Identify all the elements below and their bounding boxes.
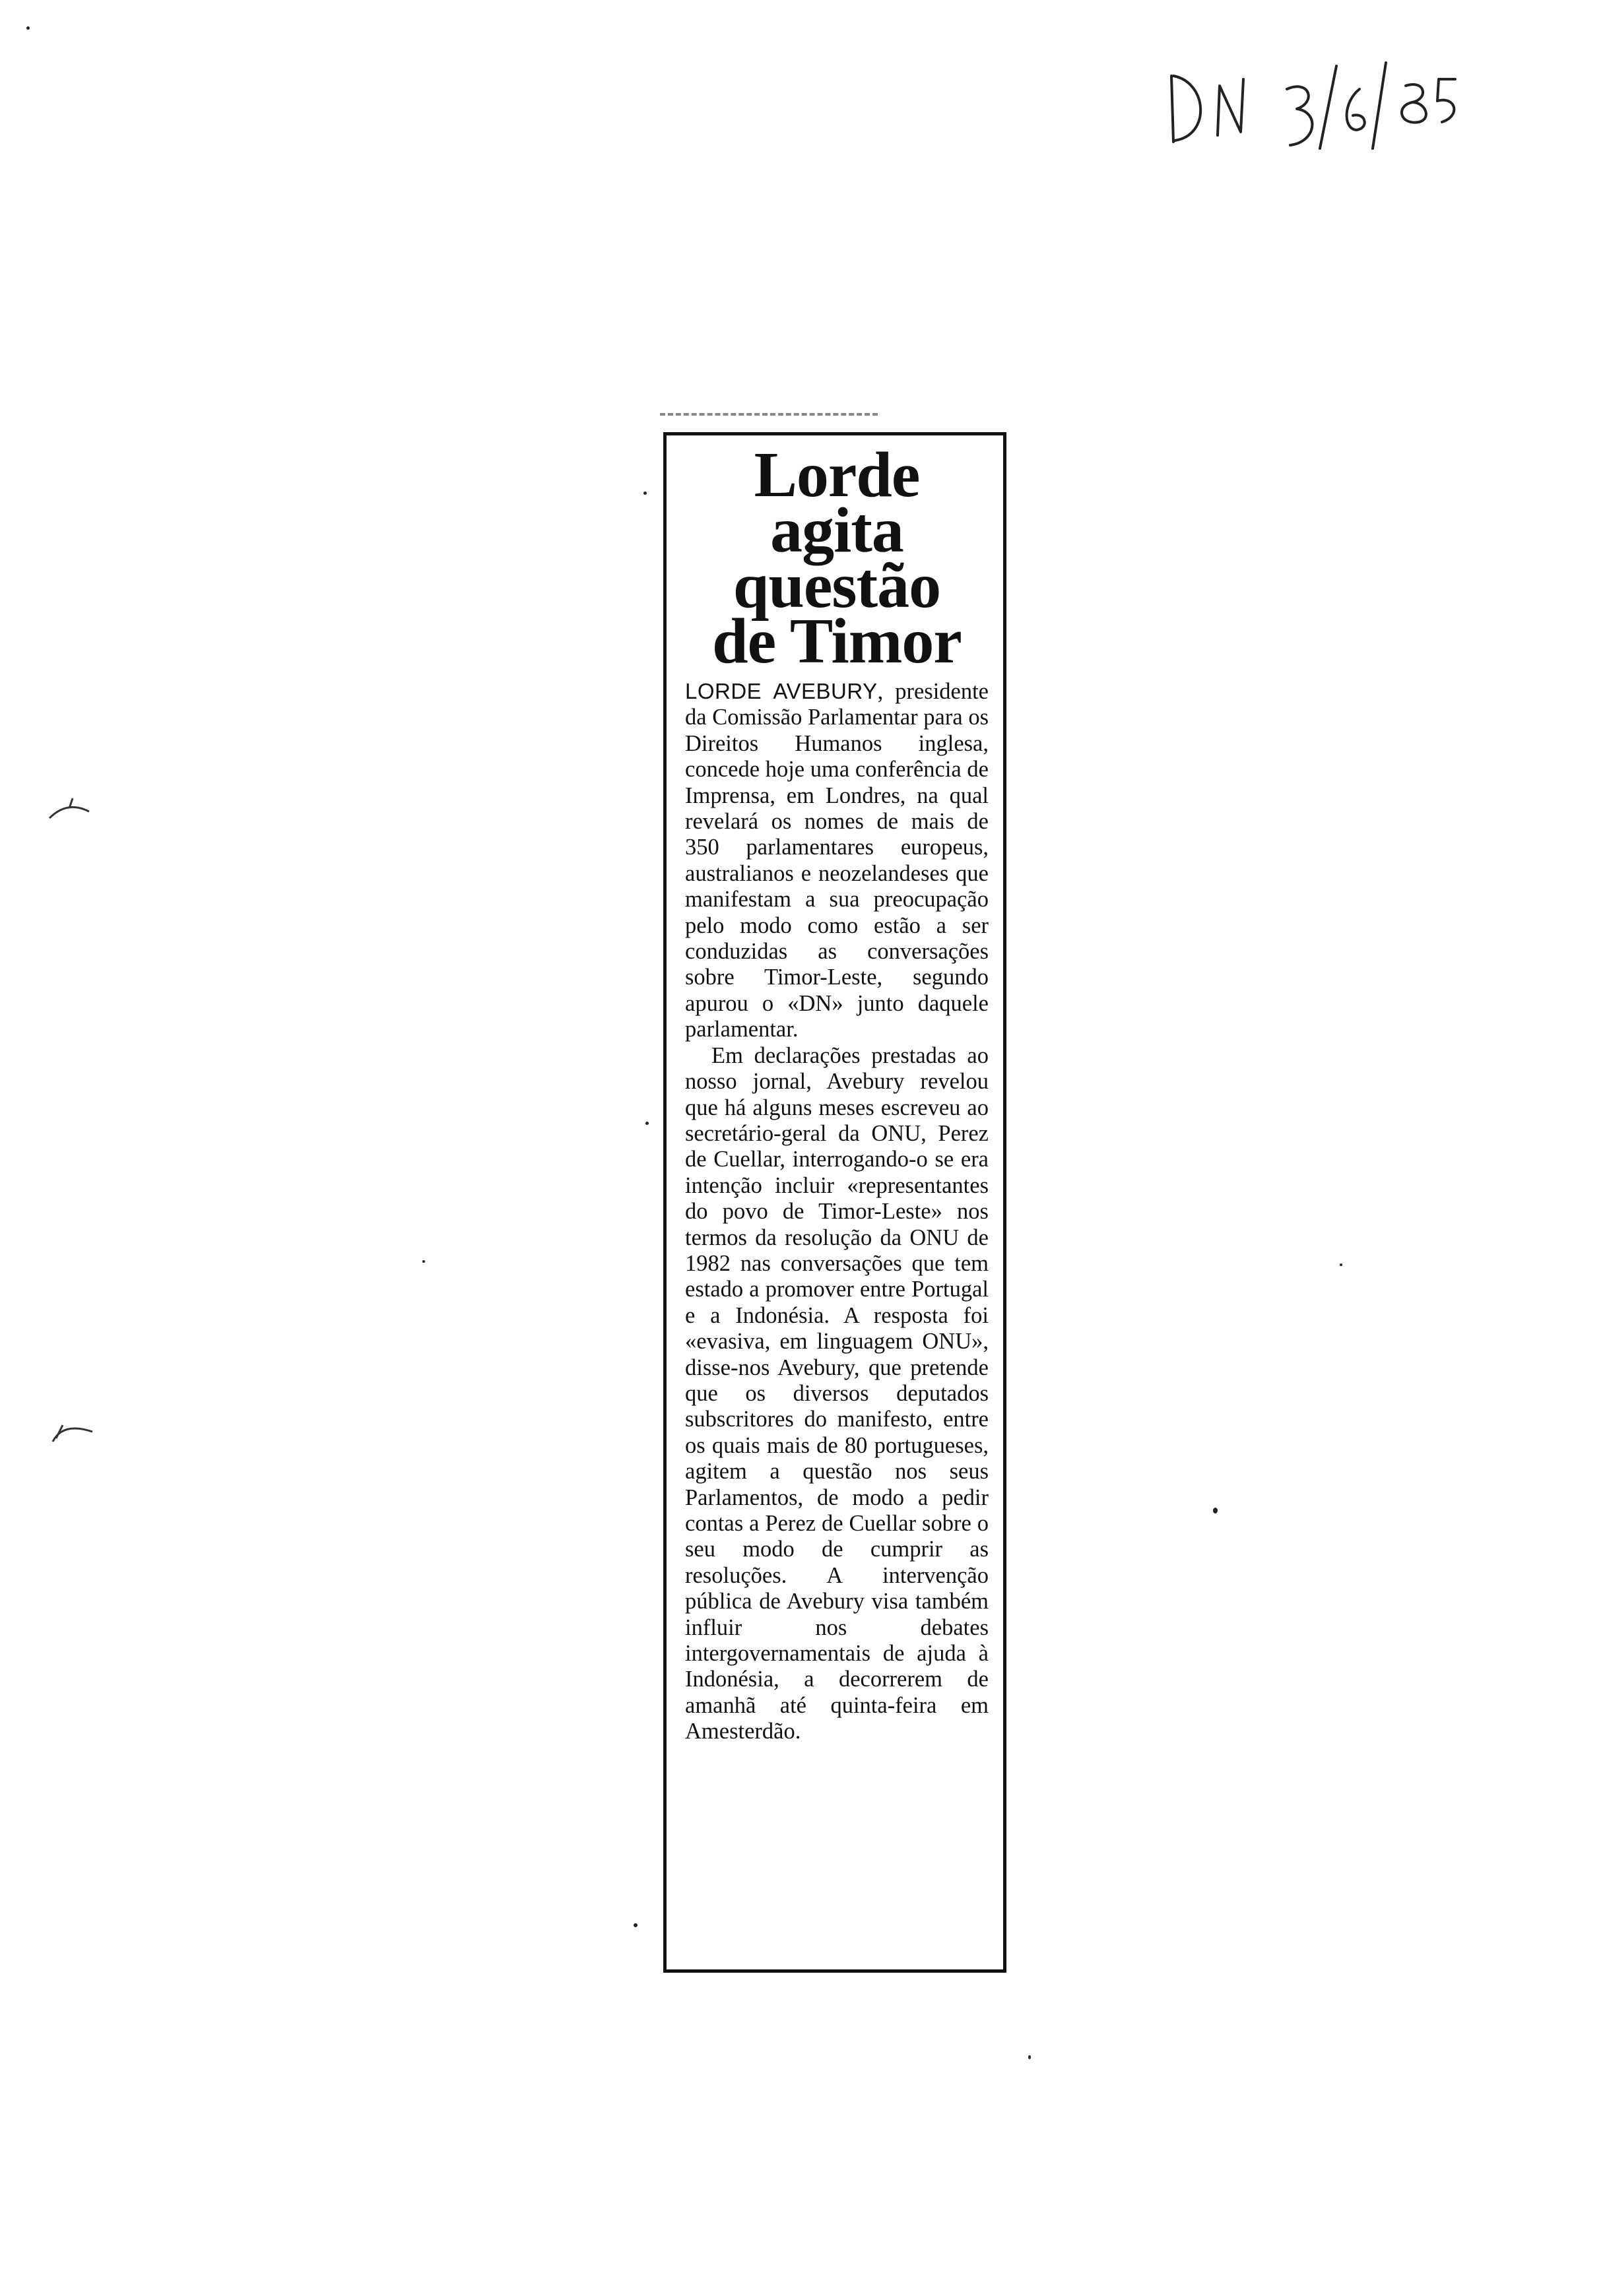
pencil-mark bbox=[46, 1415, 99, 1448]
article-lead: LORDE AVEBURY bbox=[685, 679, 878, 703]
newspaper-clipping bbox=[663, 432, 1006, 1973]
headline-line: Lorde bbox=[754, 439, 920, 511]
article-paragraph bbox=[685, 678, 989, 1043]
article-paragraph-text: , presidente da Comissão Parlamentar para os Direitos Humanos inglesa, concede hoje uma conferência de Imprensa, em Londres, na qual revelará os nomes de mais de 350 parlamentares europeus, australianos e neozelandeses que manifestam a sua preocupação pelo modo como estão a ser conduzidas as conversações sobre Timor-Leste, segundo apurou o «DN» junto daquele parlamentar. bbox=[685, 679, 989, 1042]
scan-speck bbox=[634, 1923, 638, 1927]
handwritten-date-note bbox=[1162, 49, 1465, 155]
scan-speck bbox=[1340, 1263, 1342, 1266]
article-headline bbox=[685, 439, 989, 677]
article-paragraph: Em declarações prestadas ao nosso jornal, Avebury revelou que há alguns meses escreveu ao secretário-geral da ONU, Perez de Cuellar, interrogando-o se era intenção incluir «representantes do povo de Timor-Leste» nos termos da resolução da ONU de 1982 nas conversações que tem estado a promover entre Portugal e a Indonésia. A resposta foi «evasiva, em linguagem ONU», disse-nos Avebury, que pretende que os diversos deputados subscritores do manifesto, entre os quais mais de 80 portugueses, agitem a questão nos seus Parlamentos, de modo a pedir contas a Perez de Cuellar sobre o seu modo de cumprir as resoluções. A intervenção pública de Avebury visa também influir nos debates intergovernamentais de ajuda à Indonésia, a decorrerem de amanhã até quinta-feira em Amesterdão. bbox=[685, 1042, 989, 1744]
scan-speck bbox=[422, 1260, 425, 1263]
headline-line: agita bbox=[770, 495, 903, 566]
scan-speck bbox=[643, 492, 647, 495]
pencil-mark bbox=[46, 792, 92, 825]
headline-line: de Timor bbox=[712, 606, 962, 677]
scan-speck bbox=[645, 1122, 649, 1125]
article-body bbox=[685, 678, 989, 1745]
headline-line: questão bbox=[733, 550, 941, 622]
scan-speck bbox=[1213, 1508, 1218, 1514]
clipping-top-rule bbox=[660, 413, 878, 418]
scan-speck bbox=[1028, 2055, 1031, 2059]
scan-speck bbox=[26, 26, 30, 30]
